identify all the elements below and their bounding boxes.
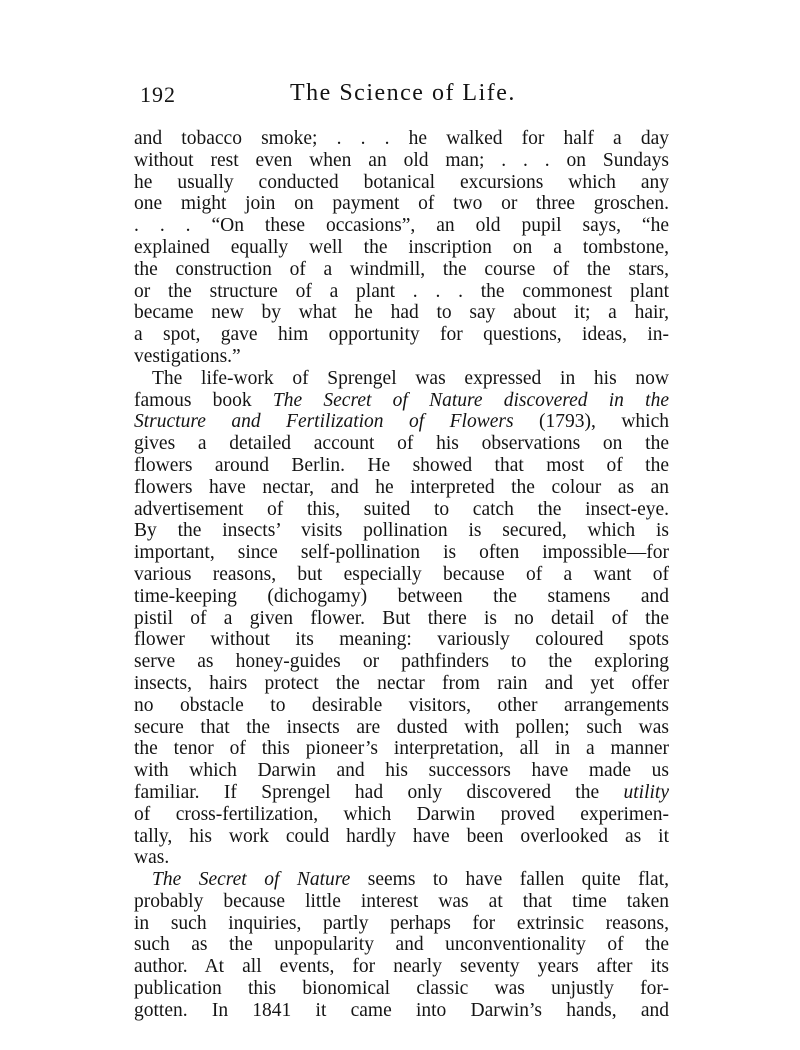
text-segment: various reasons, but especially because of a want of bbox=[134, 563, 669, 585]
text-segment: advertisement of this, suited to catch the insect-eye. bbox=[134, 498, 669, 520]
text-line bbox=[134, 368, 669, 390]
text-line bbox=[134, 586, 669, 608]
text-line bbox=[134, 934, 669, 956]
text-segment: vestigations.” bbox=[134, 345, 241, 367]
text-line bbox=[134, 477, 669, 499]
text-segment: secure that the insects are dusted with pollen; such was bbox=[134, 716, 669, 738]
text-line bbox=[134, 193, 669, 215]
text-segment: with which Darwin and his successors have made us bbox=[134, 760, 669, 782]
text-segment: no obstacle to desirable visitors, other arrangements bbox=[134, 694, 669, 716]
text-line bbox=[134, 237, 669, 259]
text-line bbox=[134, 869, 669, 891]
text-segment: gotten. In 1841 it came into Darwin’s hands, and bbox=[134, 999, 669, 1021]
text-segment: seems to have fallen quite flat, bbox=[350, 869, 669, 891]
italic-text-segment: The Secret of Nature bbox=[152, 869, 351, 891]
text-line bbox=[134, 128, 669, 150]
text-line bbox=[134, 324, 669, 346]
text-segment: . . . “On these occasions”, an old pupil says, “he bbox=[134, 215, 669, 237]
text-segment: time-keeping (dichogamy) between the stamens and bbox=[134, 585, 669, 607]
text-segment: important, since self-pollination is often impossible—for bbox=[134, 542, 669, 564]
text-line bbox=[134, 804, 669, 826]
text-segment: of cross-fertilization, which Darwin proved experimen- bbox=[134, 803, 669, 825]
text-segment: probably because little interest was at that time taken bbox=[134, 890, 669, 912]
text-segment: without rest even when an old man; . . . on Sundays bbox=[134, 149, 669, 171]
text-segment: explained equally well the inscription on a tombstone, bbox=[134, 236, 669, 258]
text-line bbox=[134, 390, 669, 412]
text-segment: flowers around Berlin. He showed that most of the bbox=[134, 454, 669, 476]
text-line bbox=[134, 281, 669, 303]
text-segment: the construction of a windmill, the course of the stars, bbox=[134, 258, 669, 280]
text-segment: (1793), which bbox=[513, 411, 669, 433]
text-segment: gives a detailed account of his observations on the bbox=[134, 433, 669, 455]
text-line bbox=[134, 215, 669, 237]
italic-text-segment: The Secret of Nature discovered in the bbox=[272, 389, 669, 411]
text-line bbox=[134, 455, 669, 477]
text-segment: serve as honey-guides or pathfinders to the exploring bbox=[134, 651, 669, 673]
text-segment: The life-work of Sprengel was expressed in his now bbox=[152, 367, 669, 389]
body-text bbox=[134, 128, 669, 1022]
italic-text-segment: Structure and Fertilization of Flowers bbox=[134, 411, 514, 433]
text-segment: he usually conducted botanical excursions which any bbox=[134, 171, 669, 193]
page-number: 192 bbox=[140, 82, 176, 107]
text-line bbox=[134, 346, 669, 368]
text-line bbox=[134, 913, 669, 935]
text-line bbox=[134, 651, 669, 673]
text-line bbox=[134, 695, 669, 717]
text-line bbox=[134, 172, 669, 194]
text-line bbox=[134, 782, 669, 804]
text-line bbox=[134, 411, 669, 433]
text-segment: familiar. If Sprengel had only discovered the bbox=[134, 781, 624, 803]
text-line bbox=[134, 956, 669, 978]
text-segment: or the structure of a plant . . . the commonest plant bbox=[134, 280, 669, 302]
text-line bbox=[134, 542, 669, 564]
text-segment: pistil of a given flower. But there is no detail of the bbox=[134, 607, 669, 629]
text-segment: publication this bionomical classic was unjustly for- bbox=[134, 978, 669, 1000]
text-segment: tally, his work could hardly have been overlooked as it bbox=[134, 825, 669, 847]
page-header bbox=[140, 80, 665, 114]
text-segment: a spot, gave him opportunity for questions, ideas, in- bbox=[134, 324, 669, 346]
text-line bbox=[134, 564, 669, 586]
text-segment: insects, hairs protect the nectar from rain and yet offer bbox=[134, 672, 669, 694]
text-segment: By the insects’ visits pollination is secured, which is bbox=[134, 520, 669, 542]
text-line bbox=[134, 302, 669, 324]
text-line bbox=[134, 499, 669, 521]
text-line bbox=[134, 629, 669, 651]
text-line bbox=[134, 978, 669, 1000]
text-segment: author. At all events, for nearly seventy years after its bbox=[134, 956, 669, 978]
text-segment: became new by what he had to say about it; a hair, bbox=[134, 302, 669, 324]
text-line bbox=[134, 150, 669, 172]
text-segment: one might join on payment of two or three groschen. bbox=[134, 193, 669, 215]
text-segment: in such inquiries, partly perhaps for extrinsic reasons, bbox=[134, 912, 669, 934]
text-line bbox=[134, 847, 669, 869]
text-line bbox=[134, 608, 669, 630]
text-line bbox=[134, 433, 669, 455]
text-segment: and tobacco smoke; . . . he walked for half a day bbox=[134, 128, 669, 149]
text-line bbox=[134, 891, 669, 913]
text-line bbox=[134, 1000, 669, 1022]
text-line bbox=[134, 673, 669, 695]
text-segment: such as the unpopularity and unconventionality of the bbox=[134, 934, 669, 956]
text-segment: was. bbox=[134, 847, 170, 869]
running-title: The Science of Life. bbox=[290, 80, 516, 106]
italic-text-segment: utility bbox=[623, 781, 669, 803]
text-line bbox=[134, 826, 669, 848]
text-segment: flowers have nectar, and he interpreted the colour as an bbox=[134, 476, 669, 498]
text-line bbox=[134, 520, 669, 542]
text-line bbox=[134, 717, 669, 739]
text-line bbox=[134, 738, 669, 760]
text-line bbox=[134, 760, 669, 782]
text-segment: the tenor of this pioneer’s interpretation, all in a manner bbox=[134, 738, 669, 760]
text-line bbox=[134, 259, 669, 281]
text-segment: famous book bbox=[134, 389, 273, 411]
text-segment: flower without its meaning: variously coloured spots bbox=[134, 629, 669, 651]
